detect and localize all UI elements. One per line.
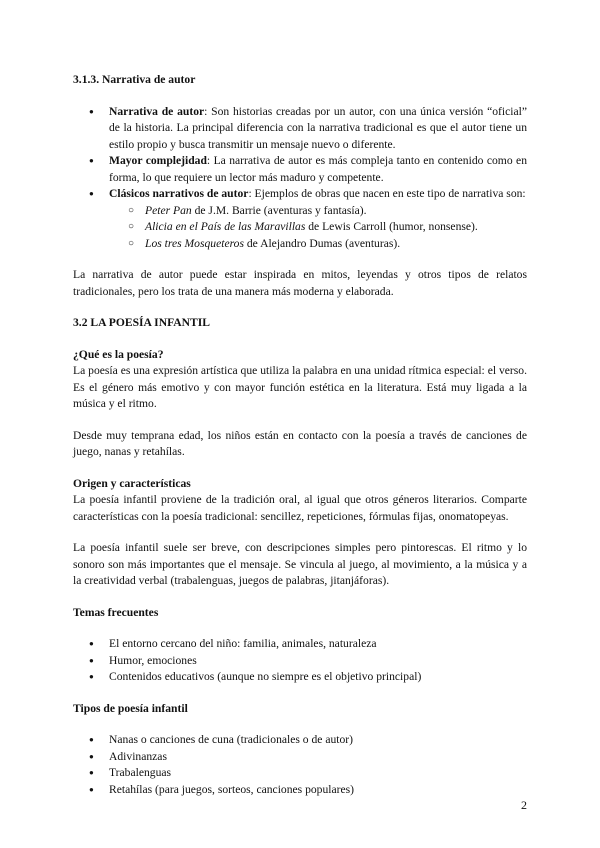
list-item: ● Nanas o canciones de cuna (tradicionales o de autor) xyxy=(73,732,527,749)
sub-list-item xyxy=(73,219,527,236)
tipos-list xyxy=(73,732,527,798)
paragraph: La poesía es una expresión artística que utiliza la palabra en una unidad rítmica especial: el verso. Es el género más emotivo y con mayor función estética en la literatura. Está muy ligada a la música y el ritmo. xyxy=(73,364,527,410)
temas-list xyxy=(73,636,527,686)
paragraph: La poesía infantil suele ser breve, con descripciones simples pero pintorescas. El ritmo y lo sonoro son más importantes que el mensaje. Se vincula al juego, al movimiento, a la música y a la creatividad verbal (trabalenguas, juegos de palabras, jitanjáforas). xyxy=(73,541,527,587)
subheading-temas: Temas frecuentes xyxy=(73,605,159,619)
section-heading-poesia-infantil: 3.2 LA POESÍA INFANTIL xyxy=(73,316,211,329)
list-item xyxy=(73,153,527,186)
bullet-term: Clásicos narrativos de autor xyxy=(109,187,249,200)
paragraph: La narrativa de autor puede estar inspirada en mitos, leyendas y otros tipos de relatos tradicionales, pero los trata de una manera más moderna y elaborada. xyxy=(73,268,527,298)
list-item: ● Adivinanzas xyxy=(73,749,527,766)
bullet-text: : Son historias creadas por un autor, con una única versión “oficial” de la historia. La principal diferencia con la narrativa tradicional es que el autor tiene un estilo propio y busca transmitir un mensaje nuevo o diferente. xyxy=(109,104,527,151)
bullet-term: Mayor complejidad xyxy=(109,154,207,167)
work-title: Peter Pan xyxy=(145,203,192,217)
paragraph: Desde muy temprana edad, los niños están en contacto con la poesía a través de canciones de juego, nanas y retahílas. xyxy=(73,428,527,458)
list-item xyxy=(73,186,527,203)
work-detail: de Lewis Carroll (humor, nonsense). xyxy=(305,220,478,233)
list-item: ● Retahílas (para juegos, sorteos, canciones populares) xyxy=(73,782,527,799)
subheading-origen: Origen y características xyxy=(73,476,191,490)
work-title: Alicia en el País de las Maravillas xyxy=(145,220,306,233)
bullet-text: : Ejemplos de obras que nacen en este tipo de narrativa son: xyxy=(248,187,526,200)
list-item: ● Contenidos educativos (aunque no siempre es el objetivo principal) xyxy=(73,669,527,686)
document-page xyxy=(73,72,527,798)
subheading-que-es-poesia: ¿Qué es la poesía? xyxy=(73,347,164,361)
work-title: Los tres Mosqueteros xyxy=(145,236,244,250)
work-detail: de J.M. Barrie (aventuras y fantasía). xyxy=(191,203,367,217)
list-item: ● Trabalenguas xyxy=(73,765,527,782)
bullet-text: : La narrativa de autor es más compleja tanto en contenido como en forma, lo que requiere un lector más maduro y competente. xyxy=(109,154,527,184)
work-detail: de Alejandro Dumas (aventuras). xyxy=(243,236,401,250)
list-item xyxy=(73,104,527,154)
sub-list-item xyxy=(73,236,527,253)
list-item: ● Humor, emociones xyxy=(73,653,527,670)
paragraph: La poesía infantil proviene de la tradición oral, al igual que otros géneros literarios. Comparte características con la poesía tradicional: sencillez, repeticiones, fórmulas fijas, onomatopeyas. xyxy=(73,493,527,523)
sub-list-item xyxy=(73,203,527,220)
list-item: ● El entorno cercano del niño: familia, animales, naturaleza xyxy=(73,636,527,653)
section-heading-narrativa-autor: 3.1.3. Narrativa de autor xyxy=(73,73,196,86)
page-number: 2 xyxy=(521,798,527,812)
bullet-term: Narrativa de autor xyxy=(109,104,205,118)
subheading-tipos: Tipos de poesía infantil xyxy=(73,701,188,715)
narrativa-bullet-list xyxy=(73,104,527,253)
